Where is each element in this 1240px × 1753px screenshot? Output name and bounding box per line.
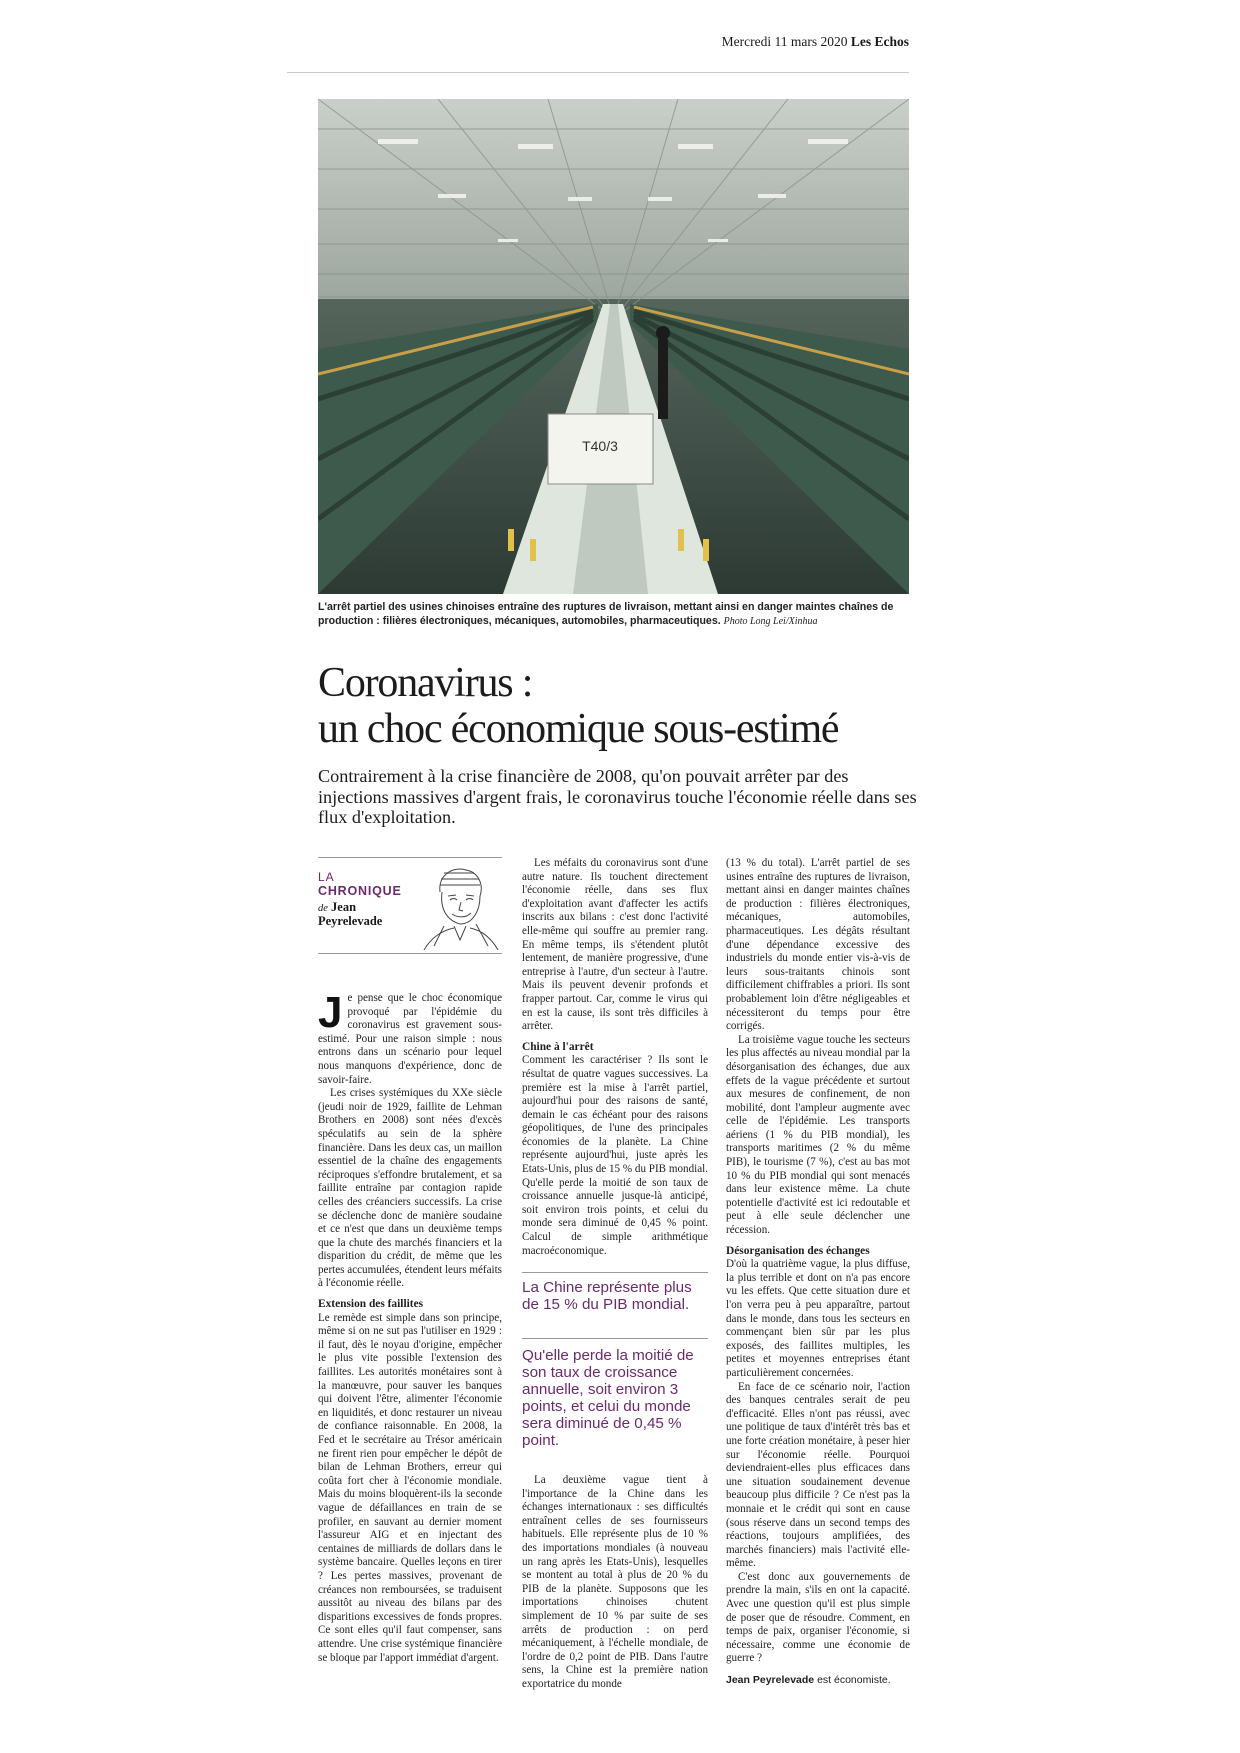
photo-credit: Photo Long Lei/Xinhua [723, 616, 818, 627]
pull-quote-2: Qu'elle perde la moitié de son taux de croissance annuelle, soit environ 3 points, et celui du monde sera diminué de 0,45 % point. [522, 1338, 708, 1449]
column2-paragraph-1: Les méfaits du coronavirus sont d'une autre nature. Ils touchent directement l'économie réelle, dans ses flux d'exploitation avant d'affecter les actifs inscrits aux bilans : c'est donc l'activité elle-même qui souffre au premier rang. En même temps, ils s'étendent plutôt lentement, de manière progressive, d'une entreprise à l'autre, d'un secteur à l'autre. Mais ils peuvent devenir profonds et frapper partout. Car, comme le virus qui en est la cause, ils sont très difficiles à arrêter. [522, 857, 708, 1033]
signature-role: est économiste. [817, 1674, 891, 1687]
article-lead: Contrairement à la crise financière de 2008, qu'on pouvait arrêter par des injections massives d'argent frais, le coronavirus touche l'économie réelle dans ses flux d'exploitation. [318, 766, 917, 827]
column1-paragraph-2: Les crises systémiques du XXe siècle (jeudi noir de 1929, faillite de Lehman Brothers en 2008) sont nées d'excès spéculatifs au sein de la sphère financière. Dans les deux cas, un maillon essentiel de la chaîne des engagements réciproques s'effondre brutalement, et sa faillite entraîne par contagion rapide celles des créanciers successifs. La crise se déclenche donc de manière soudaine et ce n'est que dans un deuxième temps que la chute des marchés financiers et la disparition du crédit, de même que les pertes accumulées, étendent leurs méfaits à l'économie réelle. [318, 1087, 502, 1290]
subheading-chine-arret: Chine à l'arrêt [522, 1040, 594, 1053]
author-last-name: Peyrelevade [318, 914, 383, 928]
article-headline [318, 660, 938, 752]
caption-text: L'arrêt partiel des usines chinoises entraîne des ruptures de livraison, mettant ainsi en danger maintes chaînes de production : filières électroniques, mécaniques, automobiles, pharmaceutiques. [318, 601, 894, 627]
author-first-name: Jean [331, 900, 357, 914]
column1-p1-text: e pense que le choc économique provoqué par l'épidémie du coronavirus est gravement sous-estimé. Pour une raison simple : nous entrons dans un scénario pour lequel nous manquons d'expérience, donc de savoir-faire. [318, 992, 502, 1086]
article-column-2 [522, 857, 708, 1258]
page-header [287, 32, 909, 73]
column3-paragraph-4: En face de ce scénario noir, l'action des banques centrales serait de peu d'efficacité. Elles n'ont pas réussi, avec une politique de taux d'intérêt très bas et une forte création monétaire, à peser hier sur l'économie réelle. Pourquoi deviendraient-elles plus efficaces dans une situation soudainement devenue beaucoup plus difficile ? Ce n'est pas la monnaie et le crédit qui sont en cause (sous réserve dans un second temps des réactions, toujours amplifiées, des marchés financiers) mais l'activité elle-même. [726, 1380, 910, 1570]
pull-quote-1: La Chine représente plus de 15 % du PIB mondial. [522, 1272, 708, 1313]
column1-paragraph-3: Le remède est simple dans son principe, même si on ne sut pas l'utiliser en 1929 : il faut, dès le noyau d'origine, empêcher le plus vite possible l'extension des faillites. Les autorités monétaires sont à la manœuvre, pour sauver les banques qui doivent l'être, alimenter l'économie en liquidités, et donc restaurer un niveau de confiance raisonnable. En 2008, la Fed et le secrétaire au Trésor américain ne firent rien pour empêcher le dépôt de bilan de Lehman Brothers, erreur qui coûta fort cher à l'économie mondiale. Mais du moins bloquèrent-ils la seconde vague de défaillances en train de se profiler, en sauvant au dernier moment l'assureur AIG et en injectant des centaines de milliards de dollars dans le système bancaire. Quelles leçons en tirer ? Les pertes massives, provenant de créances non remboursées, se traduisent aussitôt au niveau des bilans par des disparitions excessives de fonds propres. Ce sont elles qu'il faut compenser, sans attendre. Une crise systémique financière se bloque par l'apport immédiat d'argent. [318, 1311, 502, 1664]
article-column-3 [726, 857, 910, 1688]
author-byline [318, 900, 356, 915]
dropcap: J [318, 988, 343, 1037]
signature-name: Jean Peyrelevade [726, 1674, 815, 1687]
byline-de: de [318, 903, 328, 914]
column2-paragraph-2: Comment les caractériser ? Ils sont le résultat de quatre vagues successives. La première est la mise à l'arrêt partiel, aujourd'hui pour des raisons de santé, demain le cas échéant pour des raisons géopolitiques, de l'une des principales économies de la planète. La Chine représente aujourd'hui, juste après les Etats-Unis, plus de 15 % du PIB mondial. Qu'elle perde la moitié de son taux de croissance annuelle jusque-là anticipé, soit environ trois points, et celui du monde sera diminué de 0,45 % point. Calcul de simple arithmétique macroéconomique. [522, 1054, 708, 1257]
headline-line-2: un choc économique sous-estimé [318, 706, 839, 752]
subheading-desorganisation: Désorganisation des échanges [726, 1244, 870, 1257]
column3-paragraph-3: D'où la quatrième vague, la plus diffuse, la plus terrible et dont on n'a pas encore vu les effets. Que cette situation dure et l'on verra peu à peu apparaître, partout dans le monde, dans tous les secteurs en commençant bien sûr par les plus exposés, des faillites multiples, les petites et moyennes entreprises étant particulièrement concernées. [726, 1258, 910, 1379]
newspaper-brand: Les Echos [850, 34, 909, 49]
column1-paragraph-1 [318, 988, 502, 1087]
article-column-1 [318, 988, 502, 1665]
article-column-2-bottom [522, 1474, 708, 1692]
chronique-la: LA [318, 870, 335, 884]
author-box [318, 857, 502, 954]
column3-paragraph-2: La troisième vague touche les secteurs les plus affectés au niveau mondial par la désorganisation des échanges, due aux effets de la vague précédente et surtout aux mesures de confinement, de non mobilité, dont l'ampleur augmente avec celle de l'épidémie. Les transports aériens (1 % du PIB mondial), les transports maritimes (2 % du même PIB), le tourisme (7 %), c'est au bas mot 10 % du PIB mondial qui sont menacés dans leur existence même. La chute potentielle d'activité est ici redoutable et peut à elle seule déclencher une récession. [726, 1033, 910, 1237]
photo-caption [318, 600, 918, 629]
chronique-label: CHRONIQUE [318, 884, 402, 898]
column3-paragraph-5: C'est donc aux gouvernements de prendre la main, s'ils en ont la capacité. Avec une question qu'il est plus simple de poser que de résoudre. Comment, en temps de paix, organiser l'économie, si nécessaire, comme une économie de guerre ? [726, 1570, 910, 1665]
author-signature [726, 1674, 910, 1688]
issue-date [722, 34, 909, 50]
column2-paragraph-3: La deuxième vague tient à l'importance de la Chine dans les échanges internationaux : ses difficultés entraînent celles de ses fournisseurs habituels. Elle représente plus de 10 % des importations mondiales (à nouveau un rang après les Etats-Unis), lesquelles se montent au total à plus de 20 % du PIB de la planète. Supposons que les importations chinoises chutent simplement de 10 % par suite de ses arrêts de production : on perd mécaniquement, à l'échelle mondiale, de l'ordre de 0,2 point de PIB. Dans l'autre sens, la Chine est la première nation exportatrice du monde [522, 1474, 708, 1690]
column3-paragraph-1: (13 % du total). L'arrêt partiel de ses usines entraîne des ruptures de livraison, mettant ainsi en danger maintes chaînes de production : filières électroniques, mécaniques, automobiles, pharmaceutiques. Les dégâts résultant d'une dépendance excessive des industriels du monde entier vis-à-vis de leurs sous-traitants chinois sont difficilement chiffrables a priori. Ils sont probablement loin d'être négligeables et nécessiteront du temps pour être corrigés. [726, 857, 910, 1033]
factory-photo [318, 99, 909, 594]
subheading-extension-faillites: Extension des faillites [318, 1298, 424, 1311]
headline-line-1: Coronavirus : [318, 660, 533, 706]
date-text: Mercredi 11 mars 2020 [721, 34, 848, 49]
author-portrait-sketch [414, 862, 502, 950]
machine-sign-text: T40/3 [582, 438, 618, 454]
